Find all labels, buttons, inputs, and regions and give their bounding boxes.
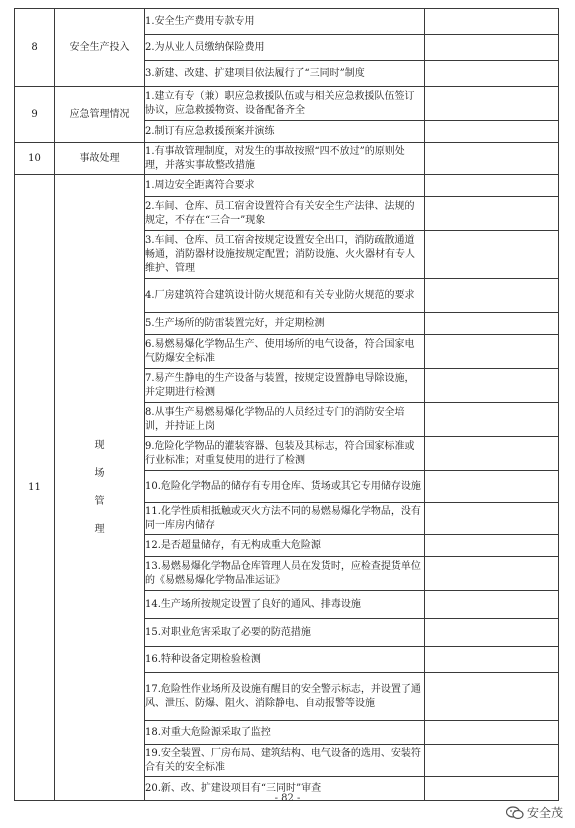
result-cell bbox=[425, 557, 559, 591]
result-cell bbox=[425, 87, 559, 121]
check-item: 14.生产场所按规定设置了良好的通风、排毒设施 bbox=[145, 591, 425, 619]
check-item: 2.为从业人员缴纳保险费用 bbox=[145, 35, 425, 61]
result-cell bbox=[425, 619, 559, 647]
result-cell bbox=[425, 673, 559, 721]
project-char: 场 bbox=[94, 467, 105, 479]
page-number: - 82 - bbox=[274, 793, 301, 804]
item-project: 事故处理 bbox=[55, 143, 145, 175]
check-item: 7.易产生静电的生产设备与装置，按规定设置静电导除设施，并定期进行检测 bbox=[145, 369, 425, 403]
result-cell bbox=[425, 745, 559, 777]
item-number: 9 bbox=[15, 87, 55, 143]
item-project: 安全生产投入 bbox=[55, 9, 145, 87]
item-project-vertical bbox=[93, 432, 107, 544]
item-project bbox=[55, 175, 145, 801]
check-item: 19.安全装置、厂房布局、建筑结构、电气设备的选用、安装符合有关的安全标准 bbox=[145, 745, 425, 777]
checklist-sheet bbox=[14, 8, 558, 801]
result-cell bbox=[425, 403, 559, 437]
result-cell bbox=[425, 279, 559, 313]
item-project: 应急管理情况 bbox=[55, 87, 145, 143]
result-cell bbox=[425, 535, 559, 557]
item-number: 11 bbox=[15, 175, 55, 801]
result-cell bbox=[425, 9, 559, 35]
result-cell bbox=[425, 35, 559, 61]
item-number: 8 bbox=[15, 9, 55, 87]
result-cell bbox=[425, 503, 559, 535]
safety-checklist-table bbox=[14, 8, 559, 801]
check-item: 8.从事生产易燃易爆化学物品的人员经过专门的消防安全培训，并持证上岗 bbox=[145, 403, 425, 437]
result-cell bbox=[425, 121, 559, 143]
table-row bbox=[15, 87, 559, 121]
check-item: 3.新建、改建、扩建项目依法履行了“三同时”制度 bbox=[145, 61, 425, 87]
result-cell bbox=[425, 369, 559, 403]
result-cell bbox=[425, 647, 559, 673]
check-item: 4.厂房建筑符合建筑设计防火规范和有关专业防火规范的要求 bbox=[145, 279, 425, 313]
result-cell bbox=[425, 335, 559, 369]
check-item: 16.特种设备定期检验检测 bbox=[145, 647, 425, 673]
check-item: 1.安全生产费用专款专用 bbox=[145, 9, 425, 35]
check-item: 2.制订有应急救援预案并演练 bbox=[145, 121, 425, 143]
check-item: 1.有事故管理制度，对发生的事故按照“四不放过”的原则处理，并落实事故整改措施 bbox=[145, 143, 425, 175]
check-item: 15.对职业危害采取了必要的防范措施 bbox=[145, 619, 425, 647]
check-item: 3.车间、仓库、员工宿舍按规定设置安全出口，消防疏散通道畅通，消防器材设施按规定配置；消防设施、火火器材有专人维护、管理 bbox=[145, 231, 425, 279]
check-item: 20.新、改、扩建设项目有“三同时”审查 bbox=[145, 777, 425, 801]
check-item: 13.易燃易爆化学物品仓库管理人员在发货时，应检查提货单位的《易燃易爆化学物品准运证》 bbox=[145, 557, 425, 591]
result-cell bbox=[425, 175, 559, 197]
project-char: 理 bbox=[94, 523, 105, 535]
result-cell bbox=[425, 143, 559, 175]
check-item: 1.建立有专（兼）职应急救援队伍或与相关应急救援队伍签订协议，应急救援物资、设备配备齐全 bbox=[145, 87, 425, 121]
item-number: 10 bbox=[15, 143, 55, 175]
result-cell bbox=[425, 437, 559, 471]
check-item: 1.周边安全距离符合要求 bbox=[145, 175, 425, 197]
check-item: 12.是否超量储存，有无构成重大危险源 bbox=[145, 535, 425, 557]
check-item: 5.生产场所的防雷装置完好，并定期检测 bbox=[145, 313, 425, 335]
project-char: 现 bbox=[94, 439, 105, 451]
check-item: 18.对重大危险源采取了监控 bbox=[145, 721, 425, 745]
check-item: 17.危险性作业场所及设施有醒目的安全警示标志，并设置了通风、泄压、防爆、阻火、消除静电、自动报警等设施 bbox=[145, 673, 425, 721]
result-cell bbox=[425, 591, 559, 619]
check-item: 9.危险化学物品的灌装容器、包装及其标志，符合国家标准或行业标准；对重复使用的进行了检测 bbox=[145, 437, 425, 471]
result-cell bbox=[425, 313, 559, 335]
result-cell bbox=[425, 61, 559, 87]
project-char: 管 bbox=[94, 495, 105, 507]
table-row bbox=[15, 175, 559, 197]
check-item: 11.化学性质相抵触或灭火方法不同的易燃易爆化学物品，没有同一库房内储存 bbox=[145, 503, 425, 535]
wechat-icon bbox=[506, 806, 524, 820]
result-cell bbox=[425, 197, 559, 231]
result-cell bbox=[425, 721, 559, 745]
check-item: 2.车间、仓库、员工宿舍设置符合有关安全生产法律、法规的规定，不存在“三合一”现象 bbox=[145, 197, 425, 231]
table-row bbox=[15, 9, 559, 35]
watermark-text: 安全茂 bbox=[526, 806, 563, 820]
result-cell bbox=[425, 231, 559, 279]
check-item: 10.危险化学物品的储存有专用仓库、货场或其它专用储存设施 bbox=[145, 471, 425, 503]
table-row bbox=[15, 143, 559, 175]
result-cell bbox=[425, 471, 559, 503]
watermark bbox=[506, 804, 563, 821]
check-item: 6.易燃易爆化学物品生产、使用场所的电气设备，符合国家电气防爆安全标准 bbox=[145, 335, 425, 369]
